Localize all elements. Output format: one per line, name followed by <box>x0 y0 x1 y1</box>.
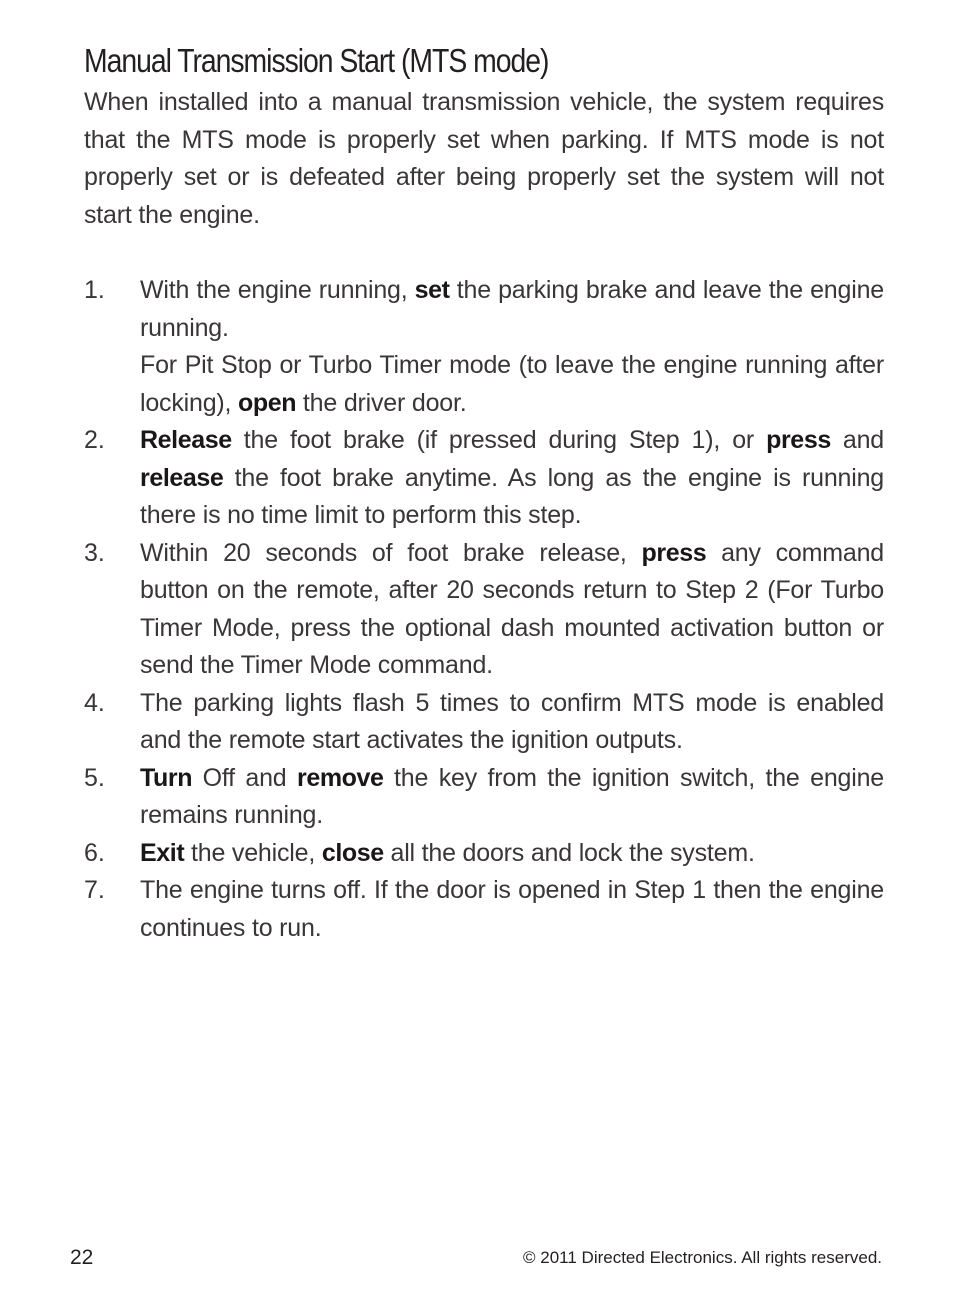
copyright-notice: © 2011 Directed Electronics. All rights reserved. <box>523 1248 882 1267</box>
page-number: 22 <box>70 1246 94 1269</box>
step-text-segment: Within 20 seconds of foot brake release, <box>140 538 642 567</box>
step-text-segment: the parking brake and leave the engine running. <box>140 276 884 342</box>
steps-list <box>84 272 884 947</box>
step-keyword: open <box>238 388 297 417</box>
intro-paragraph: When installed into a manual transmission vehicle, the system requires that the MTS mode is properly set when parking. If MTS mode is not properly set or is defeated after being properly set the system will not start the engine. <box>84 88 884 229</box>
step-number: 1. <box>84 276 105 304</box>
step-keyword: set <box>414 276 450 304</box>
step-text-segment: The parking lights flash 5 times to confirm MTS mode is enabled and the remote start activates the ignition outputs. <box>140 688 884 754</box>
step-paragraph <box>140 422 884 535</box>
step-text-segment: the foot brake anytime. As long as the engine is running there is no time limit to perform this step. <box>140 463 884 529</box>
step-item <box>84 835 884 873</box>
step-text <box>140 422 884 535</box>
step-text-segment: For Pit Stop or Turbo Timer mode (to leave the engine running after locking), <box>140 351 884 417</box>
step-keyword: close <box>321 838 384 867</box>
step-paragraph <box>140 835 884 873</box>
step-text-segment: With the engine running, <box>140 276 415 304</box>
step-text <box>140 685 884 760</box>
step-item <box>84 535 884 685</box>
step-paragraph <box>140 685 884 760</box>
step-paragraph <box>140 347 884 422</box>
step-number: 3. <box>84 538 105 567</box>
step-text-segment: Off and <box>192 763 297 792</box>
step-keyword: remove <box>297 763 384 792</box>
step-text-segment: all the doors and lock the system. <box>383 838 755 867</box>
step-text <box>140 760 884 835</box>
step-number: 4. <box>84 688 105 717</box>
step-item <box>84 272 884 422</box>
step-text-segment: the driver door. <box>296 388 467 417</box>
step-text-segment: and <box>830 426 885 454</box>
step-number: 6. <box>84 838 105 867</box>
step-text <box>140 872 884 947</box>
step-item <box>84 872 884 947</box>
step-keyword: press <box>766 426 831 454</box>
step-text-segment: the key from the ignition switch, the engine remains running. <box>140 763 885 829</box>
step-keyword: Turn <box>140 763 193 792</box>
step-number: 2. <box>84 426 105 454</box>
step-paragraph <box>140 760 884 835</box>
step-number: 7. <box>84 876 105 904</box>
step-paragraph <box>140 872 884 947</box>
step-keyword: press <box>641 538 707 567</box>
page-title: Manual Transmission Start (MTS mode) <box>84 42 549 79</box>
step-keyword: release <box>140 463 224 492</box>
step-keyword: Release <box>140 426 232 454</box>
step-paragraph <box>140 535 884 685</box>
document-page <box>84 38 884 947</box>
step-text-segment: the foot brake (if pressed during Step 1), or <box>231 426 767 454</box>
step-text-segment: The engine turns off. If the door is opened in Step 1 then the engine continues to run. <box>140 876 884 942</box>
step-item <box>84 685 884 760</box>
step-paragraph <box>140 272 884 347</box>
step-keyword: Exit <box>140 838 185 867</box>
step-text-segment: any command button on the remote, after 20 seconds return to Step 2 (For Turbo Timer Mode, press the optional dash mounted activation button or send the Timer Mode command. <box>140 538 884 679</box>
step-text <box>140 272 884 422</box>
step-number: 5. <box>84 763 105 792</box>
step-item <box>84 760 884 835</box>
step-text-segment: the vehicle, <box>184 838 322 867</box>
step-item <box>84 422 884 535</box>
step-text <box>140 535 884 685</box>
step-text <box>140 835 884 873</box>
